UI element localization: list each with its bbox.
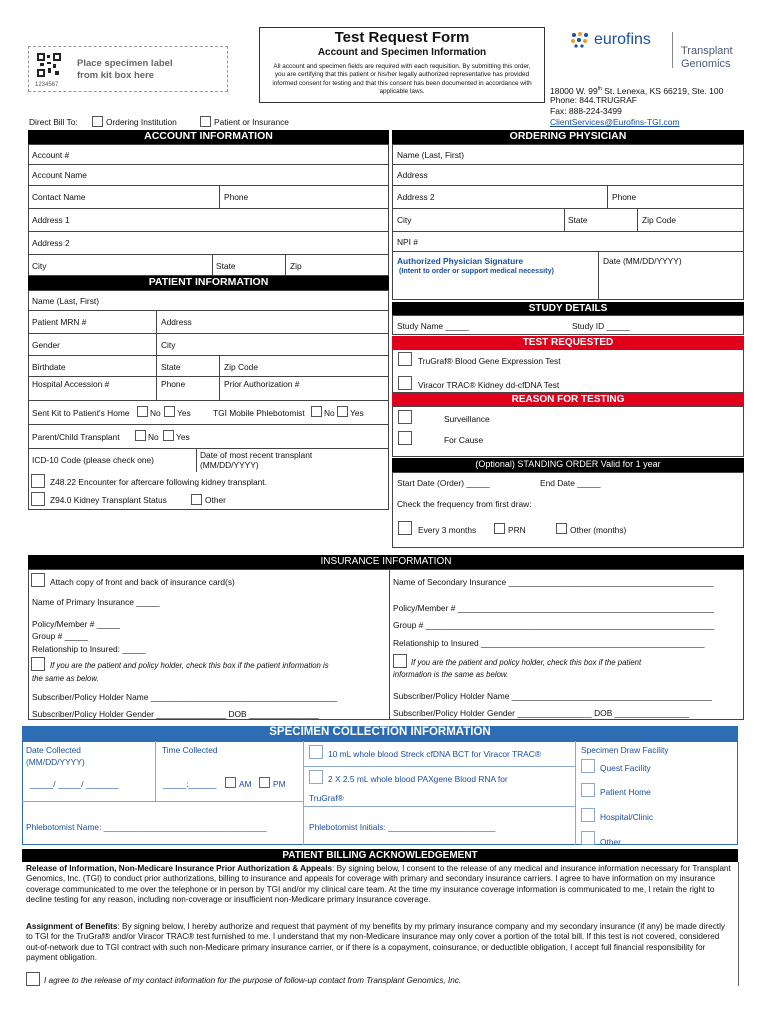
sent-kit-no-checkbox[interactable] xyxy=(137,406,148,417)
account-zip-field[interactable]: Zip xyxy=(290,261,302,271)
assignment-paragraph xyxy=(26,922,734,963)
insurance-info-header: INSURANCE INFORMATION xyxy=(28,555,744,569)
hospital-clinic-checkbox[interactable] xyxy=(581,808,595,822)
hospital-clinic-label: Hospital/Clinic xyxy=(600,812,654,822)
company-fax: Fax: 888-224-3499 xyxy=(550,106,622,116)
primary-insurance-field[interactable]: Name of Primary Insurance _____ xyxy=(32,597,160,607)
primary-relationship-field[interactable]: Relationship to Insured: _____ xyxy=(32,644,146,654)
account-city-field[interactable]: City xyxy=(32,261,47,271)
time-collected-field[interactable]: _____:______ xyxy=(163,779,217,789)
parent-child-no-checkbox[interactable] xyxy=(135,430,146,441)
logo-sub-genomics: Genomics xyxy=(681,58,731,70)
pm-label: PM xyxy=(273,779,286,789)
company-phone: Phone: 844.TRUGRAF xyxy=(550,95,637,105)
patient-name-field[interactable]: Name (Last, First) xyxy=(32,296,100,306)
patient-insurance-checkbox[interactable] xyxy=(200,116,211,127)
z48-checkbox[interactable] xyxy=(31,474,45,488)
prn-checkbox[interactable] xyxy=(494,523,505,534)
patient-home-checkbox[interactable] xyxy=(581,783,595,797)
physician-address-field[interactable]: Address xyxy=(397,170,428,180)
prn-label: PRN xyxy=(508,525,526,535)
date-collected-format: (MM/DD/YYYY) xyxy=(26,757,85,767)
eurofins-logo-icon xyxy=(570,32,592,48)
specimen-label-text: Place specimen label from kit box here xyxy=(77,58,173,81)
company-address: 18000 W. 99th St. Lenexa, KS 66219, Ste. 100 xyxy=(550,85,724,96)
z94-label: Z94.0 Kidney Transplant Status xyxy=(50,495,167,505)
study-id-field[interactable]: Study ID _____ xyxy=(572,321,630,331)
icd-other-label: Other xyxy=(205,495,226,505)
paxgene-tube-label-2: TruGraf® xyxy=(309,793,344,803)
frequency-label: Check the frequency from first draw: xyxy=(397,499,532,509)
patient-city-field[interactable]: City xyxy=(161,340,176,350)
start-date-field[interactable]: Start Date (Order) _____ xyxy=(397,478,490,488)
study-name-field[interactable]: Study Name _____ xyxy=(397,321,469,331)
physician-name-field[interactable]: Name (Last, First) xyxy=(397,150,465,160)
mobile-phlebotomist-label: TGI Mobile Phlebotomist xyxy=(213,408,305,418)
physician-phone-field[interactable]: Phone xyxy=(612,192,637,202)
icd10-label: ICD-10 Code (please check one) xyxy=(32,455,154,465)
recent-transplant-format: (MM/DD/YYYY) xyxy=(200,460,259,470)
other-facility-checkbox[interactable] xyxy=(581,831,595,845)
primary-same-label: If you are the patient and policy holder, check this box if the patient information is xyxy=(50,661,329,670)
primary-policy-field[interactable]: Policy/Member # _____ xyxy=(32,619,120,629)
prior-authorization-field[interactable]: Prior Authorization # xyxy=(224,379,300,389)
patient-birthdate-field[interactable]: Birthdate xyxy=(32,362,66,372)
for-cause-checkbox[interactable] xyxy=(398,431,412,445)
sent-kit-yes-checkbox[interactable] xyxy=(164,406,175,417)
patient-mrn-field[interactable]: Patient MRN # xyxy=(32,317,87,327)
date-collected-field[interactable]: _____/ _____/ _______ xyxy=(30,779,119,789)
hospital-accession-field[interactable]: Hospital Accession # xyxy=(32,379,110,389)
phlebotomist-initials-field[interactable]: Phlebotomist Initials: _______________________ xyxy=(309,822,496,832)
physician-zip-field[interactable]: Zip Code xyxy=(642,215,676,225)
patient-address-field[interactable]: Address xyxy=(161,317,192,327)
assignment-heading: Assignment of Benefits xyxy=(26,922,118,931)
for-cause-label: For Cause xyxy=(444,435,484,445)
time-collected-label: Time Collected xyxy=(162,745,218,755)
release-info-heading: Release of Information, Non-Medicare Insurance Prior Authorization & Appeals xyxy=(26,864,333,873)
attach-card-label: Attach copy of front and back of insurance card(s) xyxy=(50,577,235,587)
primary-same-checkbox[interactable] xyxy=(31,657,45,671)
ordering-institution-label: Ordering Institution xyxy=(106,117,177,127)
sent-kit-no-label: No xyxy=(150,408,161,418)
parent-child-yes-checkbox[interactable] xyxy=(163,430,174,441)
patient-insurance-label: Patient or Insurance xyxy=(214,117,289,127)
qr-code-icon xyxy=(37,53,61,77)
physician-city-field[interactable]: City xyxy=(397,215,412,225)
recent-transplant-field[interactable]: Date of most recent transplant xyxy=(200,450,313,460)
page-title: Test Request Form xyxy=(334,29,470,46)
physician-signature-note: (Intent to order or support medical necessity) xyxy=(399,266,554,275)
streck-tube-label: 10 mL whole blood Streck cfDNA BCT for Viracor TRAC® xyxy=(328,749,541,759)
surveillance-label: Surveillance xyxy=(444,414,490,424)
specimen-collection-header: SPECIMEN COLLECTION INFORMATION xyxy=(22,726,738,741)
billing-ack-header: PATIENT BILLING ACKNOWLEDGEMENT xyxy=(22,849,738,862)
other-months-label: Other (months) xyxy=(570,525,627,535)
other-facility-label: Other xyxy=(600,837,621,847)
primary-subscriber-field[interactable]: Subscriber/Policy Holder Name ________________________________________ xyxy=(32,692,338,702)
ordering-institution-checkbox[interactable] xyxy=(92,116,103,127)
viracor-test-checkbox[interactable] xyxy=(398,376,412,390)
mobile-phlebotomist-yes-label: Yes xyxy=(350,408,364,418)
mobile-phlebotomist-yes-checkbox[interactable] xyxy=(337,406,348,417)
parent-child-yes-label: Yes xyxy=(176,432,190,442)
icd-other-checkbox[interactable] xyxy=(191,494,202,505)
agree-contact-checkbox[interactable] xyxy=(26,972,40,986)
patient-home-label: Patient Home xyxy=(600,787,651,797)
study-details-header: STUDY DETAILS xyxy=(392,302,744,315)
attach-card-checkbox[interactable] xyxy=(31,573,45,587)
patient-state-field[interactable]: State xyxy=(161,362,181,372)
right-edge-line xyxy=(738,862,739,986)
patient-phone-field[interactable]: Phone xyxy=(161,379,186,389)
viracor-test-label: Viracor TRAC® Kidney dd-cfDNA Test xyxy=(418,380,560,390)
sent-kit-label: Sent Kit to Patient's Home xyxy=(32,408,130,418)
form-title-box xyxy=(259,27,545,103)
secondary-same-label: If you are the patient and policy holder, check this box if the patient xyxy=(411,658,642,667)
primary-group-field[interactable]: Group # _____ xyxy=(32,631,88,641)
patient-zip-field[interactable]: Zip Code xyxy=(224,362,258,372)
secondary-same-label-2: information is the same as below. xyxy=(393,670,509,679)
phlebotomist-name-field[interactable]: Phlebotomist Name: ___________________________________ xyxy=(26,822,267,832)
secondary-insurance-field[interactable]: Name of Secondary Insurance ____________________________________________ xyxy=(393,577,714,587)
page-subtitle: Account and Specimen Information xyxy=(317,47,487,58)
company-email-link[interactable]: ClientServices@Eurofins-TGI.com xyxy=(550,117,680,127)
reason-testing-header: REASON FOR TESTING xyxy=(392,393,744,406)
secondary-same-checkbox[interactable] xyxy=(393,654,407,668)
physician-npi-field[interactable]: NPI # xyxy=(397,237,418,247)
secondary-subscriber-field[interactable]: Subscriber/Policy Holder Name ___________________________________________ xyxy=(393,691,712,701)
specimen-label-area xyxy=(28,46,228,92)
direct-bill-label: Direct Bill To: xyxy=(29,117,78,127)
mobile-phlebotomist-no-checkbox[interactable] xyxy=(311,406,322,417)
account-address2-field[interactable]: Address 2 xyxy=(32,238,70,248)
logo-divider xyxy=(672,32,673,68)
pm-checkbox[interactable] xyxy=(259,777,270,788)
account-state-field[interactable]: State xyxy=(216,261,236,271)
z48-label: Z48.22 Encounter for aftercare following kidney transplant. xyxy=(50,477,267,487)
date-collected-label: Date Collected xyxy=(26,745,81,755)
paxgene-tube-checkbox[interactable] xyxy=(309,770,323,784)
release-info-paragraph xyxy=(26,864,734,905)
physician-date-field[interactable]: Date (MM/DD/YYYY) xyxy=(603,256,682,266)
consent-notice: All account and specimen fields are required with each requisition. By submitting this order, you are certifying that this patient or his/her legally authorized representative has provided informed consent for testing and that this consent has been documented in accordance with applicable laws. xyxy=(272,63,532,96)
physician-address2-field[interactable]: Address 2 xyxy=(397,192,435,202)
logo-main-text: eurofins xyxy=(594,31,651,48)
other-months-checkbox[interactable] xyxy=(556,523,567,534)
parent-child-no-label: No xyxy=(148,432,159,442)
streck-tube-checkbox[interactable] xyxy=(309,745,323,759)
barcode-number: 1234567 xyxy=(35,82,59,88)
quest-facility-label: Quest Facility xyxy=(600,763,651,773)
account-address1-field[interactable]: Address 1 xyxy=(32,215,70,225)
release-info-body: : By signing below, I consent to the release of any medical and insurance information necessary for Transplant Genomics, Inc. (TGI) to conduct prior authorizations, billing to insurance and appeals for coverage with primary and secondary insurance carriers. I agree to have information on my insurance coverage communicated to me over the telephone or in person by TGI and/or my clinical care team. At the time my insurance coverage information is communicated to me, I retain the right to decline testing for any reason, including non-coverage or insufficient non-Medicare primary insurance coverage. xyxy=(26,864,731,904)
am-checkbox[interactable] xyxy=(225,777,236,788)
account-name-field[interactable]: Account Name xyxy=(32,170,87,180)
trugraf-test-label: TruGraf® Blood Gene Expression Test xyxy=(418,356,561,366)
secondary-subscriber-gender-field[interactable]: Subscriber/Policy Holder Gender ________________ DOB ________________ xyxy=(393,708,690,718)
z94-checkbox[interactable] xyxy=(31,492,45,506)
contact-name-field[interactable]: Contact Name xyxy=(32,192,86,202)
assignment-body: : By signing below, I hereby authorize and request that payment of my benefits by my primary insurance company and my secondary insurance (if any) be made directly to TGI for the TruGraf® and/or Viracor TRAC® test furnished to me. I understand that my non-Medicare insurance may only cover a portion of the total bill. If this test is not covered, considered out-of-network due to TGI contract with such non-Medicare primary insurance carrier, or if there is a copayment, coinsurance, or deductible obligation, I accept full financial responsibility for payment obligation. xyxy=(26,922,725,962)
standing-order-header: (Optional) STANDING ORDER Valid for 1 year xyxy=(392,458,744,472)
paxgene-tube-label: 2 X 2.5 mL whole blood PAXgene Blood RNA for xyxy=(328,774,508,784)
agree-contact-label: I agree to the release of my contact information for the purpose of follow-up contact from Transplant Genomics, Inc. xyxy=(44,976,462,985)
secondary-relationship-field[interactable]: Relationship to Insured ________________________________________________ xyxy=(393,638,705,648)
primary-same-label-2: the same as below. xyxy=(32,674,99,683)
secondary-policy-field[interactable]: Policy/Member # _______________________________________________________ xyxy=(393,603,714,613)
every-3-months-label: Every 3 months xyxy=(418,525,477,535)
logo-sub-transplant: Transplant xyxy=(681,45,733,57)
account-info-header: ACCOUNT INFORMATION xyxy=(28,130,389,144)
draw-facility-label: Specimen Draw Facility xyxy=(581,745,669,755)
physician-state-field[interactable]: State xyxy=(568,215,588,225)
mobile-phlebotomist-no-label: No xyxy=(324,408,335,418)
patient-gender-field[interactable]: Gender xyxy=(32,340,60,350)
secondary-group-field[interactable]: Group # ______________________________________________________________ xyxy=(393,620,715,630)
every-3-months-checkbox[interactable] xyxy=(398,521,412,535)
sent-kit-yes-label: Yes xyxy=(177,408,191,418)
account-phone-field[interactable]: Phone xyxy=(224,192,249,202)
test-requested-header: TEST REQUESTED xyxy=(392,336,744,349)
trugraf-test-checkbox[interactable] xyxy=(398,352,412,366)
quest-facility-checkbox[interactable] xyxy=(581,759,595,773)
surveillance-checkbox[interactable] xyxy=(398,410,412,424)
am-label: AM xyxy=(239,779,252,789)
parent-child-label: Parent/Child Transplant xyxy=(32,432,120,442)
ordering-physician-header: ORDERING PHYSICIAN xyxy=(392,130,744,144)
physician-signature-field[interactable]: Authorized Physician Signature xyxy=(397,256,524,266)
end-date-field[interactable]: End Date _____ xyxy=(540,478,601,488)
primary-subscriber-gender-field[interactable]: Subscriber/Policy Holder Gender _______________ DOB _______________ xyxy=(32,709,319,719)
patient-info-header: PATIENT INFORMATION xyxy=(28,276,389,290)
account-number-field[interactable]: Account # xyxy=(32,150,70,160)
